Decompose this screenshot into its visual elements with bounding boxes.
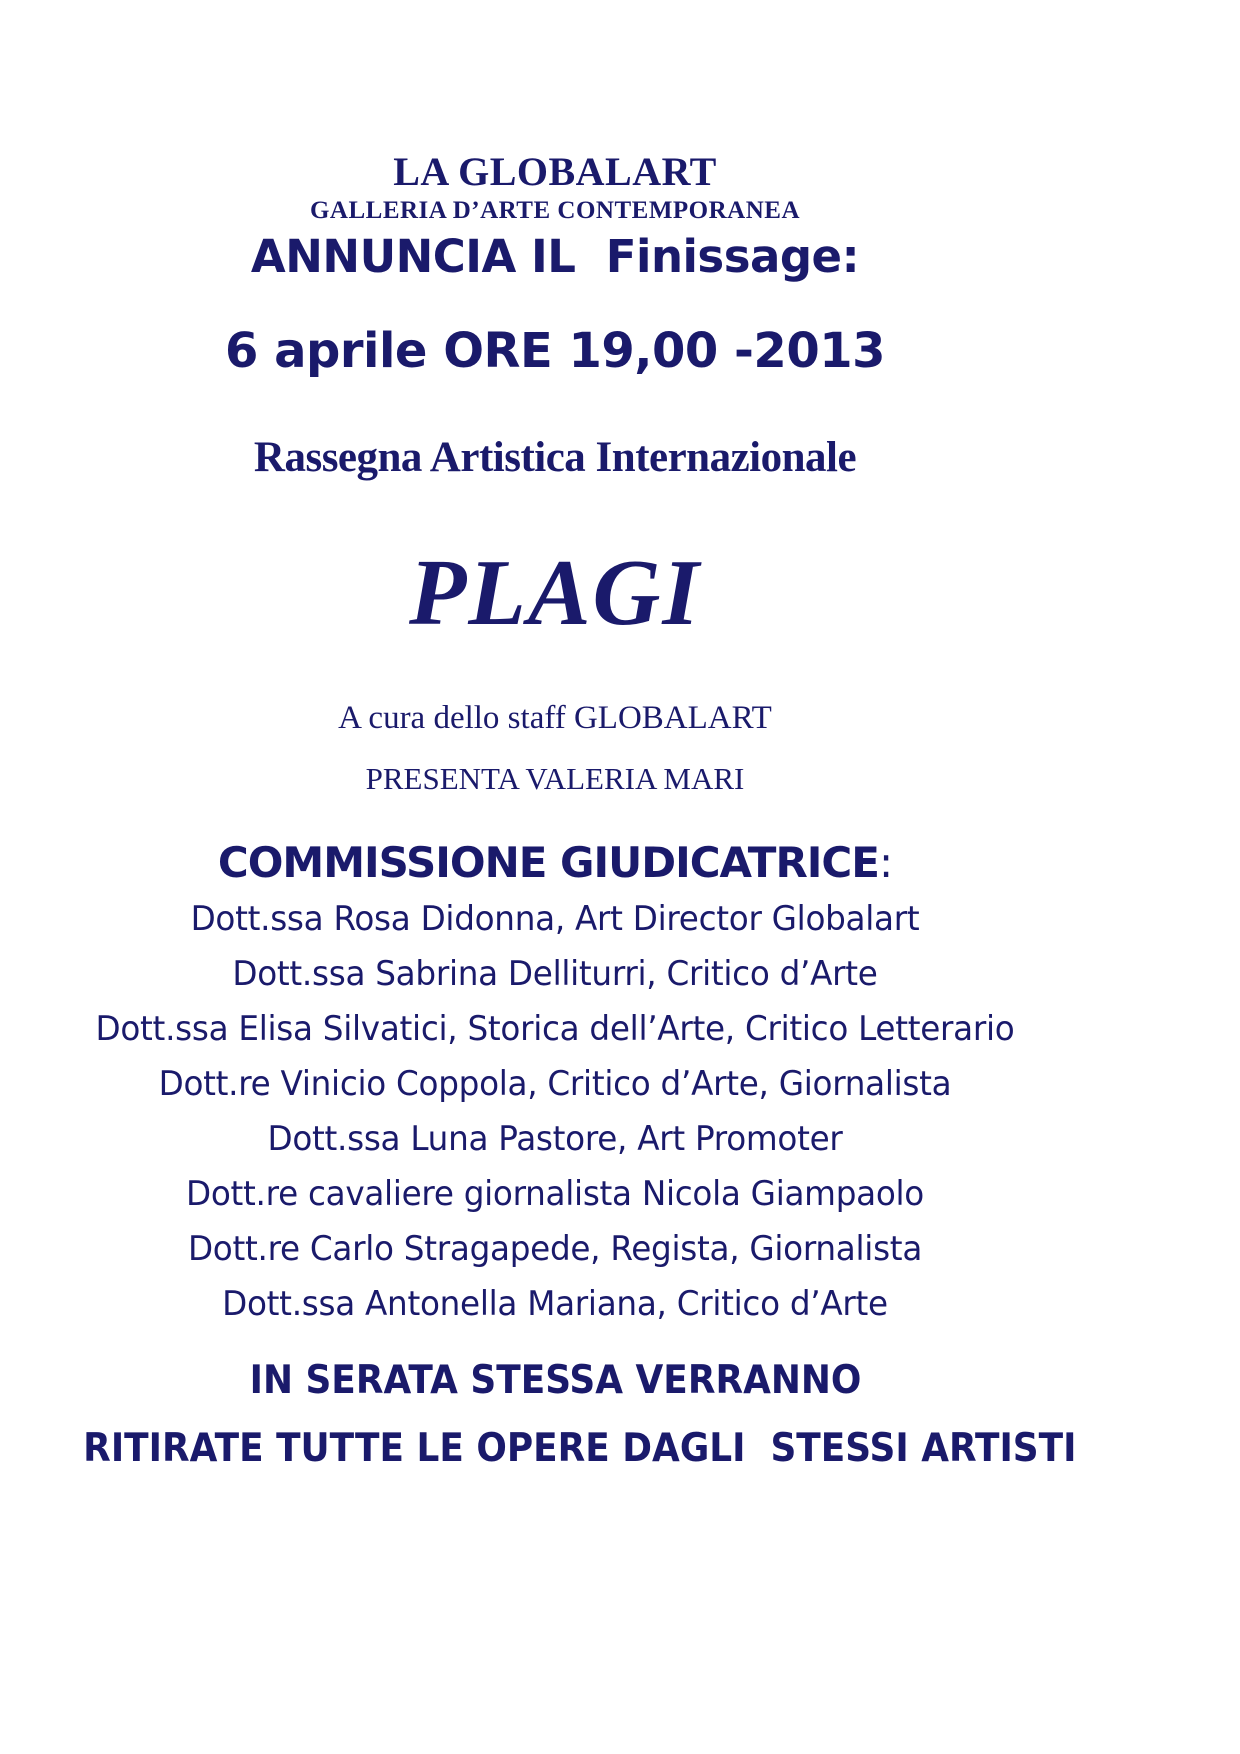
commission-member: Dott.ssa Luna Pastore, Art Promoter	[267, 1119, 843, 1159]
announcement-line: ANNUNCIA IL Finissage:	[250, 230, 860, 283]
commission-heading	[40, 834, 1070, 892]
commission-member: Dott.re Carlo Stragapede, Regista, Giornalista	[187, 1229, 923, 1269]
commission-member: Dott.re cavaliere giornalista Nicola Giampaolo	[186, 1174, 924, 1214]
footer-line-2	[40, 1426, 1077, 1471]
gallery-subtitle: GALLERIA D’ARTE CONTEMPORANEA	[309, 197, 801, 224]
flyer-content	[40, 0, 1077, 1471]
commission-member-list	[61, 892, 1050, 1332]
event-type: Rassegna Artistica Internazionale	[253, 434, 857, 481]
footer-line-2-text: RITIRATE TUTTE LE OPERE DAGLI STESSI ARTISTI	[83, 1426, 1077, 1471]
footer-line-1-text: IN SERATA STESSA VERRANNO	[249, 1358, 861, 1403]
event-title: PLAGI	[409, 541, 701, 645]
commission-member: Dott.ssa Elisa Silvatici, Storica dell’Arte, Critico Letterario	[95, 1009, 1015, 1049]
commission-heading-text: COMMISSIONE GIUDICATRICE	[217, 838, 879, 887]
commission-member: Dott.ssa Antonella Mariana, Critico d’Arte	[222, 1284, 888, 1324]
footer-line-1	[40, 1360, 1070, 1402]
commission-member: Dott.ssa Sabrina Delliturri, Critico d’Arte	[232, 954, 878, 994]
gallery-name: LA GLOBALART	[393, 149, 717, 194]
commission-heading-colon: :	[878, 838, 893, 887]
event-date-time: 6 aprile ORE 19,00 -2013	[224, 323, 886, 379]
curated-by-line: A cura dello staff GLOBALART	[338, 700, 772, 736]
presents-line: PRESENTA VALERIA MARI	[365, 761, 745, 796]
commission-member: Dott.re Vinicio Coppola, Critico d’Arte, Giornalista	[158, 1064, 952, 1104]
commission-member: Dott.ssa Rosa Didonna, Art Director Globalart	[190, 899, 920, 939]
